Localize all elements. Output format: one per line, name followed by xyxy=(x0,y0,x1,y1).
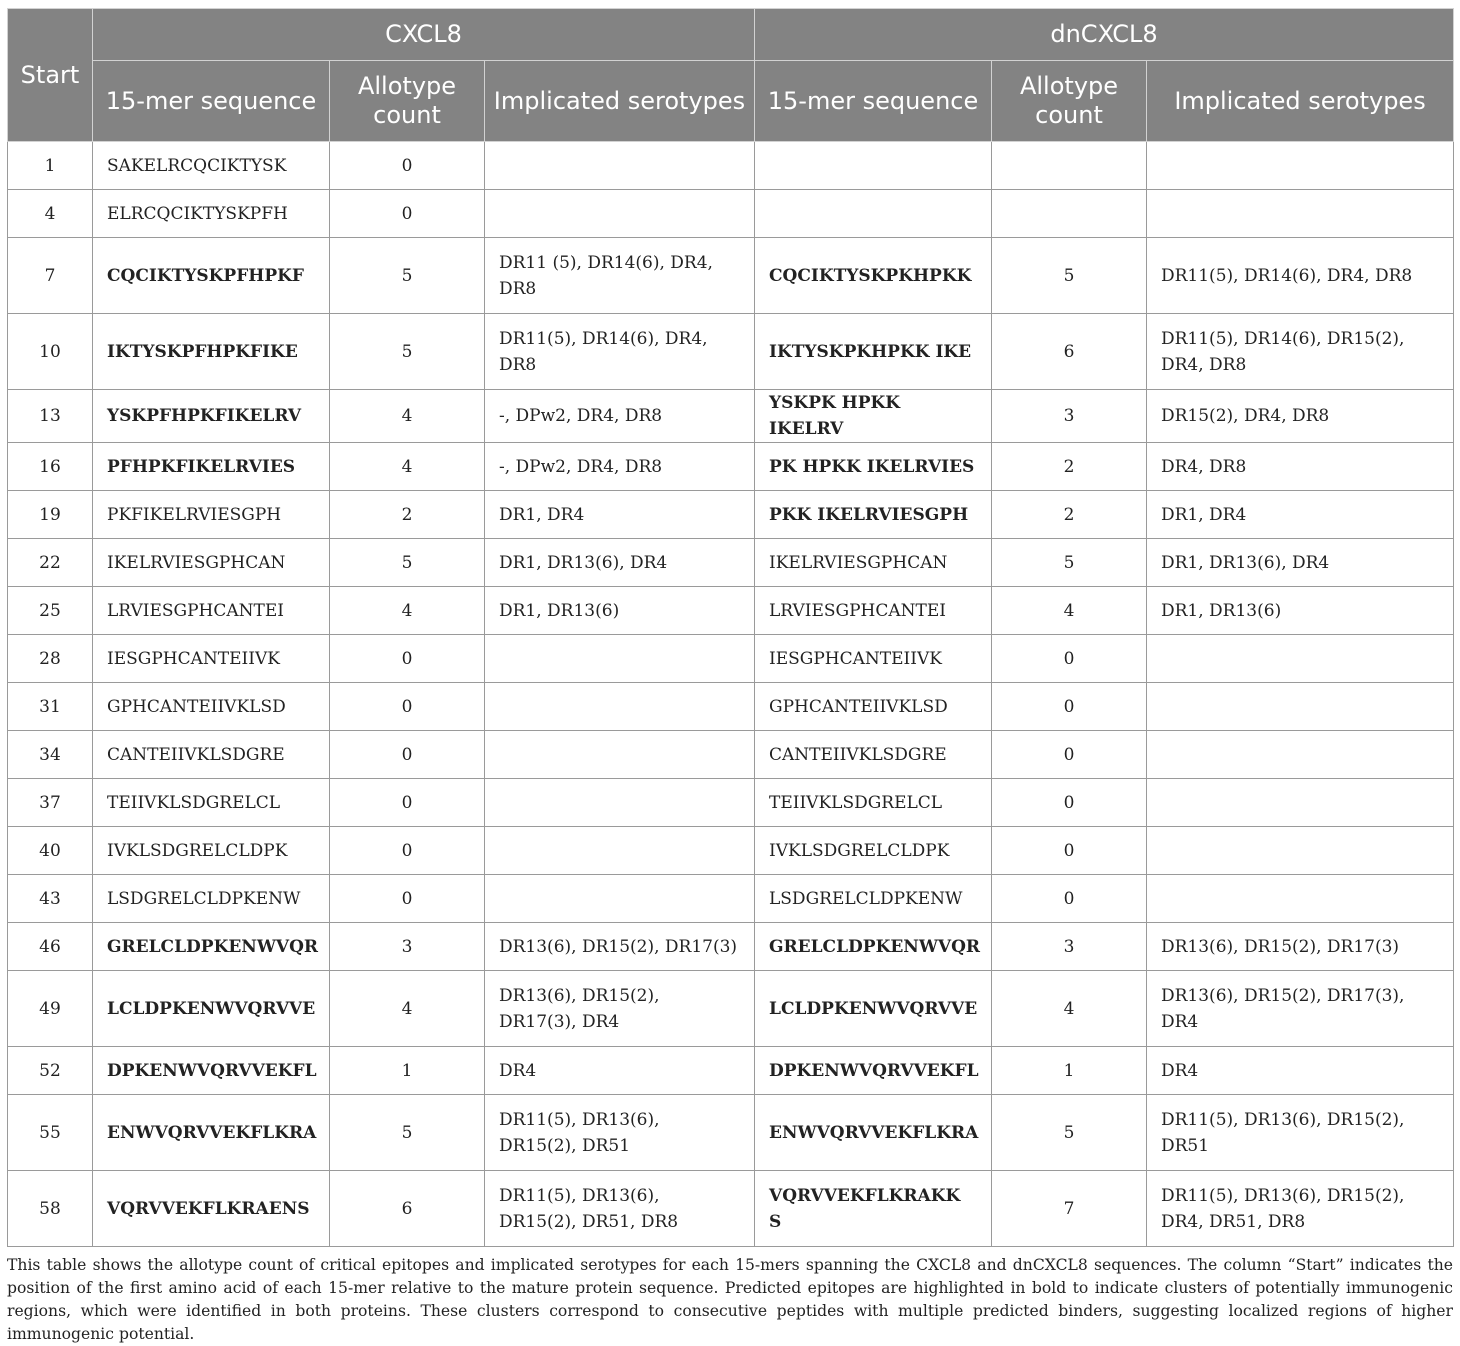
cell-count-dncxcl8: 0 xyxy=(992,635,1147,683)
cell-sequence-dncxcl8: GRELCLDPKENWVQR xyxy=(755,923,992,971)
cell-start: 10 xyxy=(8,314,93,390)
cell-sequence-dncxcl8 xyxy=(755,142,992,190)
cell-serotypes-cxcl8 xyxy=(485,683,755,731)
cell-serotypes-dncxcl8: DR13(6), DR15(2), DR17(3) xyxy=(1147,923,1454,971)
cell-serotypes-cxcl8: DR13(6), DR15(2), DR17(3), DR4 xyxy=(485,971,755,1047)
cell-sequence-dncxcl8 xyxy=(755,190,992,238)
cell-count-dncxcl8: 1 xyxy=(992,1047,1147,1095)
table-row xyxy=(8,779,1454,827)
cell-count-cxcl8: 5 xyxy=(330,539,485,587)
cell-serotypes-cxcl8 xyxy=(485,875,755,923)
cell-count-cxcl8: 0 xyxy=(330,635,485,683)
table-row xyxy=(8,683,1454,731)
cell-sequence-dncxcl8: IVKLSDGRELCLDPK xyxy=(755,827,992,875)
cell-count-cxcl8: 0 xyxy=(330,875,485,923)
cell-sequence-cxcl8: CQCIKTYSKPFHPKF xyxy=(93,238,330,314)
cell-sequence-dncxcl8: IKTYSKPKHPKK IKE xyxy=(755,314,992,390)
cell-count-cxcl8: 4 xyxy=(330,587,485,635)
table-row xyxy=(8,971,1454,1047)
header-sequence-cxcl8: 15-mer sequence xyxy=(93,61,330,142)
cell-serotypes-dncxcl8: DR11(5), DR13(6), DR15(2), DR4, DR51, DR8 xyxy=(1147,1171,1454,1247)
cell-serotypes-dncxcl8 xyxy=(1147,190,1454,238)
cell-serotypes-dncxcl8 xyxy=(1147,142,1454,190)
cell-serotypes-dncxcl8: DR13(6), DR15(2), DR17(3), DR4 xyxy=(1147,971,1454,1047)
header-start: Start xyxy=(8,9,93,142)
cell-serotypes-cxcl8: -, DPw2, DR4, DR8 xyxy=(485,443,755,491)
table-row xyxy=(8,443,1454,491)
cell-sequence-dncxcl8: IKELRVIESGPHCAN xyxy=(755,539,992,587)
cell-count-dncxcl8: 2 xyxy=(992,443,1147,491)
header-group-dncxcl8: dnCXCL8 xyxy=(755,9,1454,61)
cell-sequence-dncxcl8: PK HPKK IKELRVIES xyxy=(755,443,992,491)
cell-count-cxcl8: 0 xyxy=(330,779,485,827)
cell-count-cxcl8: 0 xyxy=(330,683,485,731)
table-row xyxy=(8,142,1454,190)
cell-count-dncxcl8 xyxy=(992,190,1147,238)
cell-start: 7 xyxy=(8,238,93,314)
cell-count-dncxcl8: 4 xyxy=(992,587,1147,635)
cell-serotypes-cxcl8: DR11(5), DR13(6), DR15(2), DR51, DR8 xyxy=(485,1171,755,1247)
cell-count-dncxcl8: 0 xyxy=(992,827,1147,875)
cell-sequence-dncxcl8: VQRVVEKFLKRAKK S xyxy=(755,1171,992,1247)
cell-count-dncxcl8: 5 xyxy=(992,238,1147,314)
table-row xyxy=(8,635,1454,683)
cell-start: 31 xyxy=(8,683,93,731)
table-row xyxy=(8,539,1454,587)
cell-serotypes-cxcl8 xyxy=(485,635,755,683)
cell-sequence-cxcl8: IKTYSKPFHPKFIKE xyxy=(93,314,330,390)
epitope-table xyxy=(7,8,1454,1247)
cell-sequence-dncxcl8: LCLDPKENWVQRVVE xyxy=(755,971,992,1047)
cell-sequence-cxcl8: ELRCQCIKTYSKPFH xyxy=(93,190,330,238)
cell-sequence-cxcl8: GPHCANTEIIVKLSD xyxy=(93,683,330,731)
cell-count-dncxcl8: 3 xyxy=(992,923,1147,971)
cell-sequence-cxcl8: IVKLSDGRELCLDPK xyxy=(93,827,330,875)
cell-count-dncxcl8: 5 xyxy=(992,1095,1147,1171)
cell-start: 40 xyxy=(8,827,93,875)
cell-sequence-cxcl8: LRVIESGPHCANTEI xyxy=(93,587,330,635)
cell-start: 58 xyxy=(8,1171,93,1247)
cell-serotypes-dncxcl8: DR1, DR13(6) xyxy=(1147,587,1454,635)
header-count-dncxcl8: Allotype count xyxy=(992,61,1147,142)
cell-count-cxcl8: 3 xyxy=(330,923,485,971)
cell-serotypes-dncxcl8: DR4, DR8 xyxy=(1147,443,1454,491)
cell-sequence-dncxcl8: YSKPK HPKK IKELRV xyxy=(755,390,992,443)
cell-serotypes-dncxcl8 xyxy=(1147,875,1454,923)
cell-sequence-cxcl8: PFHPKFIKELRVIES xyxy=(93,443,330,491)
table-row xyxy=(8,190,1454,238)
cell-count-dncxcl8: 0 xyxy=(992,779,1147,827)
table-row xyxy=(8,491,1454,539)
cell-sequence-cxcl8: IESGPHCANTEIIVK xyxy=(93,635,330,683)
cell-serotypes-cxcl8: DR1, DR13(6), DR4 xyxy=(485,539,755,587)
cell-serotypes-dncxcl8: DR11(5), DR14(6), DR15(2), DR4, DR8 xyxy=(1147,314,1454,390)
cell-sequence-cxcl8: VQRVVEKFLKRAENS xyxy=(93,1171,330,1247)
cell-sequence-cxcl8: CANTEIIVKLSDGRE xyxy=(93,731,330,779)
cell-serotypes-dncxcl8 xyxy=(1147,731,1454,779)
cell-serotypes-dncxcl8 xyxy=(1147,827,1454,875)
cell-serotypes-dncxcl8: DR4 xyxy=(1147,1047,1454,1095)
cell-serotypes-cxcl8: DR13(6), DR15(2), DR17(3) xyxy=(485,923,755,971)
cell-sequence-dncxcl8: TEIIVKLSDGRELCL xyxy=(755,779,992,827)
cell-sequence-cxcl8: PKFIKELRVIESGPH xyxy=(93,491,330,539)
cell-start: 37 xyxy=(8,779,93,827)
table-container xyxy=(7,8,1453,1247)
cell-serotypes-cxcl8: DR11(5), DR13(6), DR15(2), DR51 xyxy=(485,1095,755,1171)
cell-serotypes-cxcl8 xyxy=(485,827,755,875)
table-row xyxy=(8,731,1454,779)
cell-sequence-dncxcl8: CANTEIIVKLSDGRE xyxy=(755,731,992,779)
cell-start: 52 xyxy=(8,1047,93,1095)
cell-count-cxcl8: 6 xyxy=(330,1171,485,1247)
cell-serotypes-dncxcl8: DR11(5), DR13(6), DR15(2), DR51 xyxy=(1147,1095,1454,1171)
table-row xyxy=(8,314,1454,390)
cell-count-cxcl8: 5 xyxy=(330,1095,485,1171)
cell-count-cxcl8: 1 xyxy=(330,1047,485,1095)
cell-serotypes-cxcl8: -, DPw2, DR4, DR8 xyxy=(485,390,755,443)
cell-serotypes-dncxcl8: DR1, DR13(6), DR4 xyxy=(1147,539,1454,587)
cell-start: 46 xyxy=(8,923,93,971)
cell-count-cxcl8: 0 xyxy=(330,142,485,190)
cell-count-dncxcl8: 0 xyxy=(992,875,1147,923)
cell-serotypes-cxcl8: DR11(5), DR14(6), DR4, DR8 xyxy=(485,314,755,390)
cell-start: 1 xyxy=(8,142,93,190)
cell-serotypes-cxcl8 xyxy=(485,142,755,190)
cell-count-dncxcl8: 7 xyxy=(992,1171,1147,1247)
cell-count-dncxcl8: 5 xyxy=(992,539,1147,587)
cell-sequence-dncxcl8: LRVIESGPHCANTEI xyxy=(755,587,992,635)
cell-start: 13 xyxy=(8,390,93,443)
cell-count-dncxcl8: 2 xyxy=(992,491,1147,539)
cell-start: 16 xyxy=(8,443,93,491)
cell-start: 19 xyxy=(8,491,93,539)
cell-count-dncxcl8: 0 xyxy=(992,683,1147,731)
cell-count-cxcl8: 4 xyxy=(330,971,485,1047)
cell-start: 55 xyxy=(8,1095,93,1171)
cell-count-dncxcl8: 0 xyxy=(992,731,1147,779)
cell-sequence-dncxcl8: IESGPHCANTEIIVK xyxy=(755,635,992,683)
cell-count-cxcl8: 4 xyxy=(330,443,485,491)
cell-sequence-cxcl8: DPKENWVQRVVEKFL xyxy=(93,1047,330,1095)
table-row xyxy=(8,238,1454,314)
cell-count-dncxcl8: 3 xyxy=(992,390,1147,443)
cell-serotypes-dncxcl8: DR15(2), DR4, DR8 xyxy=(1147,390,1454,443)
cell-start: 34 xyxy=(8,731,93,779)
cell-sequence-dncxcl8: PKK IKELRVIESGPH xyxy=(755,491,992,539)
table-row xyxy=(8,390,1454,443)
table-row xyxy=(8,1047,1454,1095)
table-row xyxy=(8,1095,1454,1171)
cell-start: 28 xyxy=(8,635,93,683)
cell-serotypes-cxcl8: DR1, DR13(6) xyxy=(485,587,755,635)
table-row xyxy=(8,827,1454,875)
cell-sequence-cxcl8: LSDGRELCLDPKENW xyxy=(93,875,330,923)
cell-count-dncxcl8: 4 xyxy=(992,971,1147,1047)
table-row xyxy=(8,875,1454,923)
cell-sequence-cxcl8: TEIIVKLSDGRELCL xyxy=(93,779,330,827)
cell-serotypes-cxcl8 xyxy=(485,779,755,827)
header-serotypes-dncxcl8: Implicated serotypes xyxy=(1147,61,1454,142)
cell-sequence-dncxcl8: DPKENWVQRVVEKFL xyxy=(755,1047,992,1095)
cell-count-cxcl8: 0 xyxy=(330,190,485,238)
cell-serotypes-cxcl8: DR1, DR4 xyxy=(485,491,755,539)
cell-count-cxcl8: 2 xyxy=(330,491,485,539)
cell-serotypes-cxcl8: DR4 xyxy=(485,1047,755,1095)
cell-serotypes-dncxcl8: DR1, DR4 xyxy=(1147,491,1454,539)
cell-start: 43 xyxy=(8,875,93,923)
cell-sequence-cxcl8: SAKELRCQCIKTYSK xyxy=(93,142,330,190)
header-sequence-dncxcl8: 15-mer sequence xyxy=(755,61,992,142)
cell-sequence-cxcl8: YSKPFHPKFIKELRV xyxy=(93,390,330,443)
table-row xyxy=(8,1171,1454,1247)
table-caption: This table shows the allotype count of critical epitopes and implicated serotypes for each 15-mers spanning the CXCL8 and dnCXCL8 sequences. The column “Start” indicates the position of the first amino acid of each 15-mer relative to the mature protein sequence. Predicted epitopes are highlighted in bold to indicate clusters of potentially immunogenic regions, which were identified in both proteins. These clusters correspond to consecutive peptides with multiple predicted binders, suggesting localized regions of higher immunogenic potential. xyxy=(7,1256,1453,1343)
table-row xyxy=(8,923,1454,971)
cell-serotypes-dncxcl8: DR11(5), DR14(6), DR4, DR8 xyxy=(1147,238,1454,314)
cell-sequence-dncxcl8: ENWVQRVVEKFLKRA xyxy=(755,1095,992,1171)
cell-sequence-cxcl8: GRELCLDPKENWVQR xyxy=(93,923,330,971)
cell-serotypes-cxcl8 xyxy=(485,731,755,779)
cell-sequence-cxcl8: IKELRVIESGPHCAN xyxy=(93,539,330,587)
cell-count-cxcl8: 4 xyxy=(330,390,485,443)
header-serotypes-cxcl8: Implicated serotypes xyxy=(485,61,755,142)
cell-sequence-dncxcl8: CQCIKTYSKPKHPKK xyxy=(755,238,992,314)
cell-count-cxcl8: 0 xyxy=(330,827,485,875)
cell-start: 4 xyxy=(8,190,93,238)
cell-start: 49 xyxy=(8,971,93,1047)
cell-sequence-cxcl8: LCLDPKENWVQRVVE xyxy=(93,971,330,1047)
cell-serotypes-cxcl8 xyxy=(485,190,755,238)
cell-serotypes-cxcl8: DR11 (5), DR14(6), DR4, DR8 xyxy=(485,238,755,314)
cell-serotypes-dncxcl8 xyxy=(1147,779,1454,827)
cell-sequence-dncxcl8: LSDGRELCLDPKENW xyxy=(755,875,992,923)
cell-count-cxcl8: 0 xyxy=(330,731,485,779)
header-count-cxcl8: Allotype count xyxy=(330,61,485,142)
cell-serotypes-dncxcl8 xyxy=(1147,683,1454,731)
header-group-cxcl8: CXCL8 xyxy=(93,9,755,61)
cell-count-cxcl8: 5 xyxy=(330,314,485,390)
cell-start: 25 xyxy=(8,587,93,635)
table-row xyxy=(8,587,1454,635)
cell-count-dncxcl8: 6 xyxy=(992,314,1147,390)
cell-serotypes-dncxcl8 xyxy=(1147,635,1454,683)
cell-count-dncxcl8 xyxy=(992,142,1147,190)
cell-count-cxcl8: 5 xyxy=(330,238,485,314)
cell-start: 22 xyxy=(8,539,93,587)
cell-sequence-cxcl8: ENWVQRVVEKFLKRA xyxy=(93,1095,330,1171)
cell-sequence-dncxcl8: GPHCANTEIIVKLSD xyxy=(755,683,992,731)
